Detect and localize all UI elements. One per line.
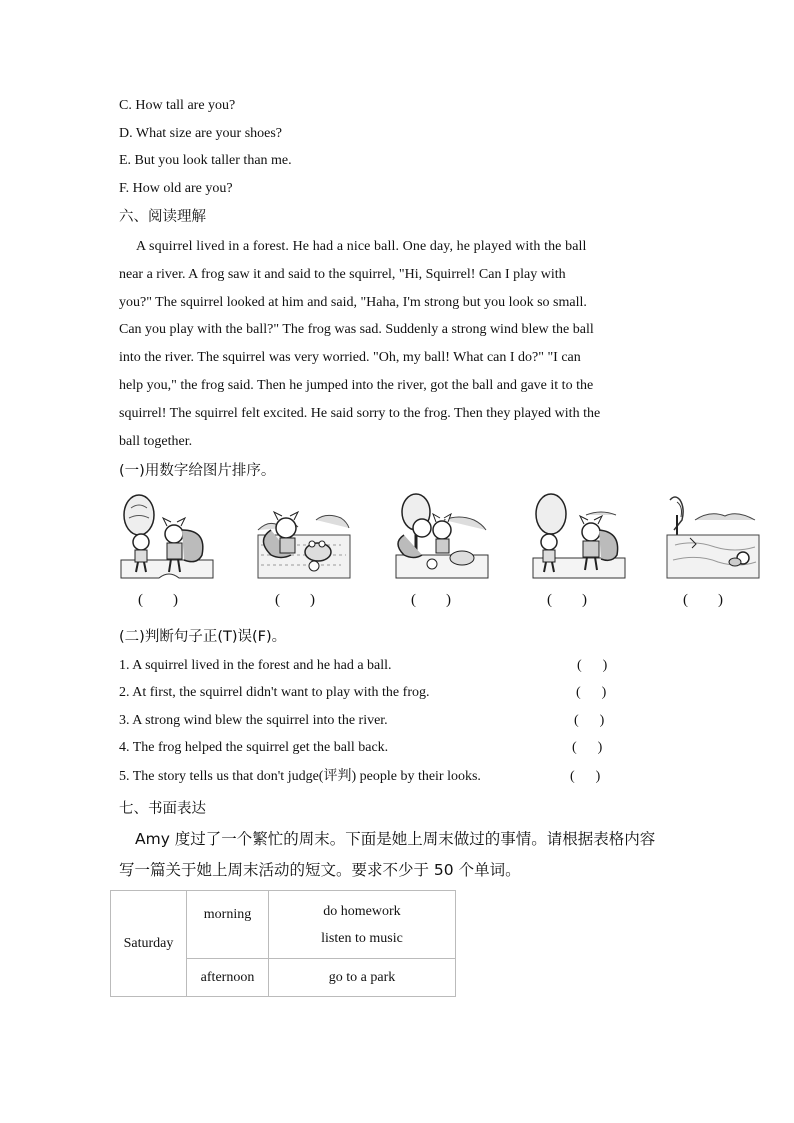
statement-4: 4. The frog helped the squirrel get the ball back. — [119, 740, 389, 755]
section-6-title: 六、阅读理解 — [119, 209, 206, 225]
day-cell: Saturday — [111, 891, 187, 997]
option-e: E. But you look taller than me. — [119, 153, 292, 168]
passage-line: you?" The squirrel looked at him and said, "Haha, I'm strong but you look so small. — [119, 294, 587, 310]
passage-line: squirrel! The squirrel felt excited. He said sorry to the frog. Then they played with the — [119, 405, 601, 421]
story-picture-2 — [256, 490, 352, 582]
morning-activities — [269, 891, 456, 959]
story-picture-1 — [119, 490, 215, 582]
story-picture-4 — [531, 490, 627, 582]
morning-activity-2: listen to music — [321, 930, 403, 946]
weekend-activities-table — [110, 890, 456, 997]
order-answer-4[interactable]: ( ) — [547, 592, 587, 608]
passage-line: A squirrel lived in a forest. He had a nice ball. One day, he played with the ball — [136, 239, 587, 254]
option-d: D. What size are your shoes? — [119, 126, 283, 141]
story-pictures — [119, 490, 769, 608]
answer-box-4[interactable]: ( ) — [572, 740, 603, 755]
section-7-title: 七、书面表达 — [119, 801, 206, 817]
part-2-title: (二)判断句子正(T)误(F)。 — [119, 629, 287, 645]
passage-line: Can you play with the ball?" The frog was sad. Suddenly a strong wind blew the ball — [119, 322, 594, 338]
afternoon-label: afternoon — [187, 959, 269, 997]
reading-passage — [119, 233, 671, 455]
writing-instructions-line-2: 写一篇关于她上周末活动的短文。要求不少于 50 个单词。 — [119, 861, 521, 879]
answer-box-2[interactable]: ( ) — [576, 685, 607, 700]
order-answer-1[interactable]: ( ) — [138, 592, 178, 608]
statement-1: 1. A squirrel lived in the forest and he had a ball. — [119, 658, 392, 673]
part-1-title: (一)用数字给图片排序。 — [119, 463, 276, 479]
morning-label: morning — [187, 891, 269, 959]
passage-line: help you," the frog said. Then he jumped into the river, got the ball and gave it to the — [119, 377, 594, 393]
order-answer-3[interactable]: ( ) — [411, 592, 451, 608]
afternoon-activity: go to a park — [269, 959, 456, 997]
story-picture-3 — [394, 490, 490, 582]
option-c: C. How tall are you? — [119, 98, 236, 113]
passage-line: into the river. The squirrel was very worried. "Oh, my ball! What can I do?" "I can — [119, 350, 581, 366]
statement-3: 3. A strong wind blew the squirrel into the river. — [119, 713, 388, 728]
answer-box-3[interactable]: ( ) — [574, 713, 605, 728]
passage-line: ball together. — [119, 433, 193, 449]
option-f: F. How old are you? — [119, 181, 233, 196]
order-answer-5[interactable]: ( ) — [683, 592, 723, 608]
answer-box-1[interactable]: ( ) — [577, 658, 608, 673]
answer-box-5[interactable]: ( ) — [570, 769, 601, 784]
morning-activity-1: do homework — [323, 903, 401, 919]
writing-instructions-line-1: Amy 度过了一个繁忙的周末。下面是她上周末做过的事情。请根据表格内容 — [135, 830, 656, 848]
story-picture-5 — [665, 490, 761, 582]
statement-2: 2. At first, the squirrel didn't want to play with the frog. — [119, 685, 430, 700]
passage-line: near a river. A frog saw it and said to the squirrel, "Hi, Squirrel! Can I play with — [119, 266, 566, 282]
statement-5: 5. The story tells us that don't judge(评判) people by their looks. — [119, 769, 481, 784]
order-answer-2[interactable]: ( ) — [275, 592, 315, 608]
